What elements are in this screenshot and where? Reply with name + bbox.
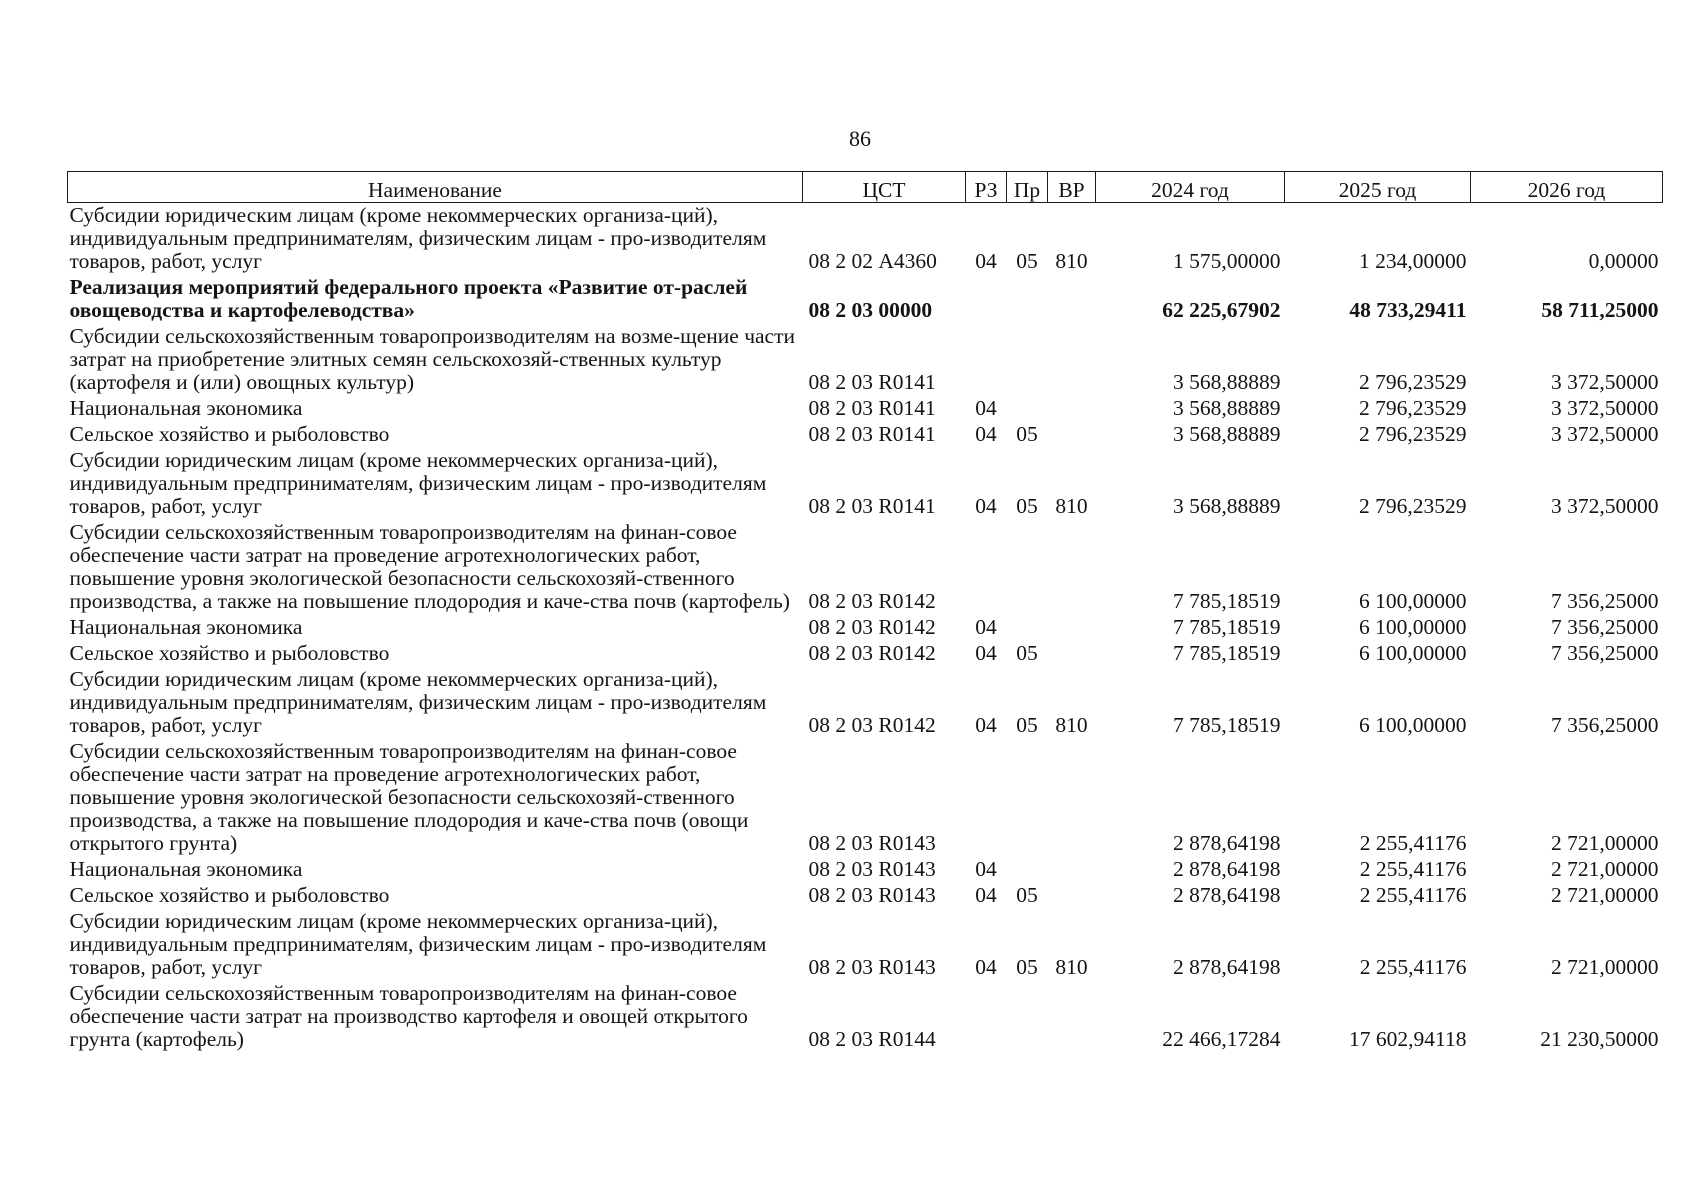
cell-2025: 2 255,41176 [1359, 831, 1467, 855]
table-row [68, 641, 1663, 667]
cell-rz [966, 520, 1007, 615]
header-rz: РЗ [966, 172, 1007, 203]
cell-2025: 2 255,41176 [1359, 955, 1467, 979]
cell-2026: 58 711,25000 [1541, 298, 1659, 322]
cell-2026: 7 356,25000 [1551, 589, 1659, 613]
cell-name: Реализация мероприятий федерального проекта «Развитие от-раслей овощеводства и картофелеводства» [69, 275, 748, 322]
cell-rz: 04 [975, 955, 997, 979]
cell-cst: 08 2 02 А4360 [808, 249, 937, 273]
cell-rz [966, 981, 1007, 1053]
cell-name: Национальная экономика [69, 615, 303, 639]
cell-2025: 17 602,94118 [1349, 1027, 1467, 1051]
cell-cst: 08 2 03 R0142 [808, 641, 936, 665]
cell-2026: 3 372,50000 [1551, 422, 1659, 446]
cell-2024: 22 466,17284 [1162, 1027, 1281, 1051]
cell-rz: 04 [975, 615, 997, 639]
cell-rz: 04 [975, 713, 997, 737]
cell-pr: 05 [1016, 249, 1038, 273]
cell-2026: 2 721,00000 [1551, 831, 1659, 855]
cell-name: Субсидии юридическим лицам (кроме некоммерческих организа-ций), индивидуальным предпринимателям, физическим лицам - про-изводителям товаров, работ, услуг [69, 909, 767, 979]
cell-2024: 2 878,64198 [1173, 857, 1281, 881]
cell-pr [1007, 520, 1048, 615]
cell-cst: 08 2 03 R0143 [808, 883, 936, 907]
header-name: Наименование [68, 172, 803, 203]
cell-name: Национальная экономика [69, 857, 303, 881]
cell-pr [1007, 739, 1048, 857]
cell-rz: 04 [975, 641, 997, 665]
table-row [68, 739, 1663, 857]
cell-cst: 08 2 03 R0143 [808, 955, 936, 979]
header-vr: ВР [1048, 172, 1096, 203]
cell-2026: 3 372,50000 [1551, 396, 1659, 420]
cell-2025: 2 796,23529 [1359, 370, 1467, 394]
cell-name: Субсидии сельскохозяйственным товаропроизводителям на финан-совое обеспечение части затрат на производство картофеля и овощей открытого грунта (картофель) [69, 981, 748, 1051]
cell-rz: 04 [975, 883, 997, 907]
cell-2026: 2 721,00000 [1551, 955, 1659, 979]
cell-vr: 810 [1055, 713, 1088, 737]
header-2025: 2025 год [1285, 172, 1471, 203]
cell-cst: 08 2 03 R0141 [808, 494, 936, 518]
cell-2026: 3 372,50000 [1551, 494, 1659, 518]
table-body [68, 203, 1663, 1054]
cell-vr [1048, 520, 1096, 615]
cell-2025: 6 100,00000 [1359, 589, 1467, 613]
cell-pr [1007, 275, 1048, 324]
cell-name: Субсидии юридическим лицам (кроме некоммерческих организа-ций), индивидуальным предпринимателям, физическим лицам - про-изводителям товаров, работ, услуг [69, 667, 767, 737]
cell-name: Субсидии сельскохозяйственным товаропроизводителям на финан-совое обеспечение части затрат на проведение агротехнологических работ, повышение уровня экологической безопасности сельскохозяй-ственного производства, а также на повышение плодородия и каче-ства почв (картофель) [69, 520, 790, 613]
cell-2024: 3 568,88889 [1173, 370, 1281, 394]
cell-cst: 08 2 03 R0142 [808, 615, 936, 639]
cell-2024: 3 568,88889 [1173, 422, 1281, 446]
cell-pr [1007, 981, 1048, 1053]
cell-cst: 08 2 03 R0142 [808, 713, 936, 737]
cell-pr: 05 [1016, 641, 1038, 665]
cell-2026: 7 356,25000 [1551, 615, 1659, 639]
table-row [68, 857, 1663, 883]
cell-vr [1048, 857, 1096, 883]
cell-name: Сельское хозяйство и рыболовство [69, 422, 390, 446]
table-row [68, 448, 1663, 520]
cell-vr [1048, 396, 1096, 422]
cell-cst: 08 2 03 R0141 [808, 422, 936, 446]
cell-2025: 48 733,29411 [1349, 298, 1467, 322]
cell-rz: 04 [975, 396, 997, 420]
header-cst: ЦСТ [803, 172, 966, 203]
header-2024: 2024 год [1096, 172, 1285, 203]
cell-rz [966, 275, 1007, 324]
cell-2024: 1 575,00000 [1173, 249, 1281, 273]
cell-2025: 6 100,00000 [1359, 615, 1467, 639]
table-row [68, 667, 1663, 739]
table-row [68, 909, 1663, 981]
cell-cst: 08 2 03 00000 [808, 298, 933, 322]
cell-2025: 6 100,00000 [1359, 713, 1467, 737]
cell-pr: 05 [1016, 713, 1038, 737]
cell-2025: 2 255,41176 [1359, 857, 1467, 881]
cell-name: Сельское хозяйство и рыболовство [69, 883, 390, 907]
cell-pr: 05 [1016, 494, 1038, 518]
cell-rz [966, 324, 1007, 396]
cell-2025: 2 796,23529 [1359, 422, 1467, 446]
table-row [68, 324, 1663, 396]
table-row [68, 520, 1663, 615]
cell-pr: 05 [1016, 422, 1038, 446]
cell-rz: 04 [975, 249, 997, 273]
table-row [68, 396, 1663, 422]
cell-2024: 2 878,64198 [1173, 955, 1281, 979]
cell-2024: 62 225,67902 [1162, 298, 1281, 322]
cell-name: Сельское хозяйство и рыболовство [69, 641, 390, 665]
cell-2025: 2 796,23529 [1359, 396, 1467, 420]
cell-vr: 810 [1055, 494, 1088, 518]
cell-2025: 6 100,00000 [1359, 641, 1467, 665]
cell-vr [1048, 422, 1096, 448]
cell-2026: 7 356,25000 [1551, 713, 1659, 737]
cell-pr [1007, 615, 1048, 641]
table-row [68, 615, 1663, 641]
header-pr: Пр [1007, 172, 1048, 203]
cell-2026: 21 230,50000 [1540, 1027, 1659, 1051]
header-2026: 2026 год [1471, 172, 1663, 203]
cell-rz: 04 [975, 494, 997, 518]
cell-pr [1007, 857, 1048, 883]
cell-2026: 2 721,00000 [1551, 857, 1659, 881]
table-header [68, 172, 1663, 203]
cell-2024: 2 878,64198 [1173, 831, 1281, 855]
cell-name: Субсидии юридическим лицам (кроме некоммерческих организа-ций), индивидуальным предпринимателям, физическим лицам - про-изводителям товаров, работ, услуг [69, 448, 767, 518]
cell-2025: 2 796,23529 [1359, 494, 1467, 518]
cell-name: Субсидии юридическим лицам (кроме некоммерческих организа-ций), индивидуальным предпринимателям, физическим лицам - про-изводителям товаров, работ, услуг [69, 203, 767, 273]
cell-2024: 7 785,18519 [1173, 589, 1281, 613]
cell-rz [966, 739, 1007, 857]
cell-2024: 7 785,18519 [1173, 713, 1281, 737]
cell-cst: 08 2 03 R0141 [808, 370, 936, 394]
cell-pr [1007, 324, 1048, 396]
cell-2024: 2 878,64198 [1173, 883, 1281, 907]
cell-2026: 7 356,25000 [1551, 641, 1659, 665]
cell-vr [1048, 883, 1096, 909]
cell-cst: 08 2 03 R0144 [808, 1027, 936, 1051]
page-number: 86 [849, 126, 871, 151]
table-row [68, 275, 1663, 324]
cell-vr: 810 [1055, 249, 1088, 273]
cell-rz: 04 [975, 422, 997, 446]
cell-pr [1007, 396, 1048, 422]
budget-table [67, 171, 1663, 1053]
cell-2024: 3 568,88889 [1173, 396, 1281, 420]
table-row [68, 422, 1663, 448]
cell-vr [1048, 981, 1096, 1053]
cell-vr [1048, 275, 1096, 324]
cell-cst: 08 2 03 R0141 [808, 396, 936, 420]
cell-vr [1048, 641, 1096, 667]
cell-2024: 3 568,88889 [1173, 494, 1281, 518]
cell-vr [1048, 324, 1096, 396]
cell-2026: 2 721,00000 [1551, 883, 1659, 907]
table-row [68, 203, 1663, 276]
cell-pr: 05 [1016, 955, 1038, 979]
cell-cst: 08 2 03 R0142 [808, 589, 936, 613]
cell-name: Национальная экономика [69, 396, 303, 420]
table-row [68, 883, 1663, 909]
table-row [68, 981, 1663, 1053]
cell-cst: 08 2 03 R0143 [808, 831, 936, 855]
cell-2025: 1 234,00000 [1359, 249, 1467, 273]
cell-vr [1048, 739, 1096, 857]
cell-2024: 7 785,18519 [1173, 615, 1281, 639]
cell-2026: 3 372,50000 [1551, 370, 1659, 394]
cell-vr: 810 [1055, 955, 1088, 979]
cell-name: Субсидии сельскохозяйственным товаропроизводителям на возме-щение части затрат на приобретение элитных семян сельскохозяй-ственных культур (картофеля и (или) овощных культур) [69, 324, 795, 394]
cell-2026: 0,00000 [1588, 249, 1659, 273]
cell-2025: 2 255,41176 [1359, 883, 1467, 907]
cell-pr: 05 [1016, 883, 1038, 907]
cell-2024: 7 785,18519 [1173, 641, 1281, 665]
cell-cst: 08 2 03 R0143 [808, 857, 936, 881]
cell-rz: 04 [975, 857, 997, 881]
cell-name: Субсидии сельскохозяйственным товаропроизводителям на финан-совое обеспечение части затрат на проведение агротехнологических работ, повышение уровня экологической безопасности сельскохозяй-ственного производства, а также на повышение плодородия и каче-ства почв (овощи открытого грунта) [69, 739, 749, 855]
cell-vr [1048, 615, 1096, 641]
